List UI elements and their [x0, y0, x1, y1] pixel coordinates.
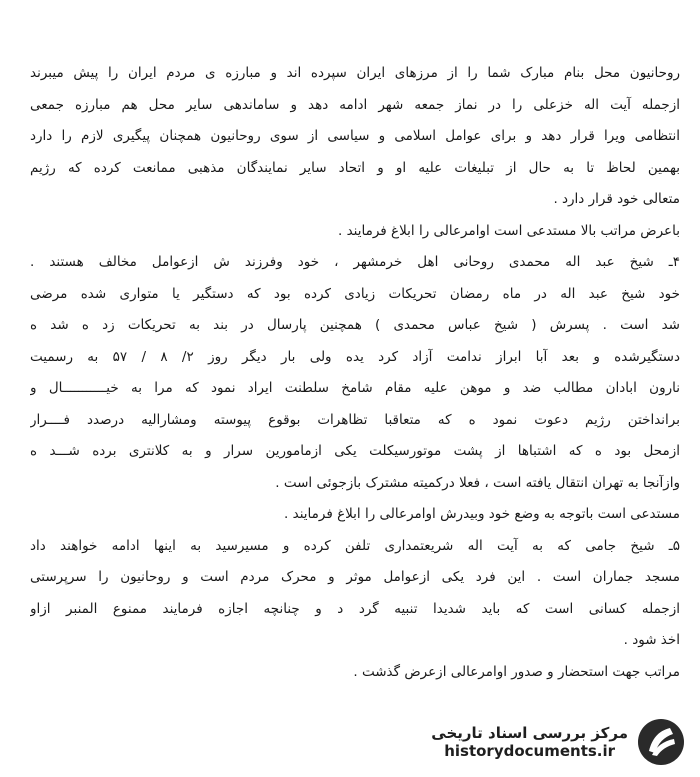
document-line: روحانیون محل بنام مبارک شما را از مرزهای ایران سپرده اند و مبارزه ی مردم ایران را پیش میبرند: [30, 65, 680, 81]
document-line: اخذ شود .: [623, 632, 680, 648]
document-line: دستگیرشده و بعد آبا ابراز ندامت آزاد کرد یده ولی بار دیگر روز ۲/ ۸ / ۵۷ به رسمیت: [30, 348, 680, 365]
document-line: مراتب جهت استحضار و صدور اوامرعالی ازعرض گذشت .: [353, 663, 680, 680]
archive-logo-icon: [636, 717, 686, 767]
document-line: مستدعی است باتوجه به وضع خود وبیدرش اوامرعالی را ابلاغ فرمایند .: [284, 506, 680, 522]
document-line: ازجمله آیت اله خزعلی را در نماز جمعه شهر ادامه دهد و ساماندهی سایر محل هم مبارزه جمعی: [30, 96, 680, 113]
document-line: شد است . پسرش ( شیخ عباس محمدی ) همچنین پارسال در بند به تحریکات زد ه شد ه: [30, 317, 680, 333]
document-line: مسجد جماران است . این فرد یکی ازعوامل موثر و محرک مردم است و روحانیون را سرپرستی: [30, 569, 680, 585]
document-line: ازمحل بود ه که اشتباها از پشت موتورسیکلت یکی ازمامورین سرار و به کلانتری برده شـــد ه: [30, 443, 680, 459]
watermark-url: historydocuments.ir: [444, 742, 616, 760]
document-line: خود شیخ عبد اله در ماه رمضان تحریکات زیادی کرده بود که دستگیر یا متواری شده مرضی: [30, 285, 680, 302]
archive-watermark: [431, 717, 686, 767]
document-line: ۴ـ شیخ عبد اله محمدی روحانی اهل خرمشهر ، خود وفرزند ش ازعوامل مخالف هستند .: [30, 254, 680, 270]
document-line: باعرض مراتب بالا مستدعی است اوامرعالی را ابلاغ فرمایند .: [338, 222, 680, 239]
document-line: بهمین لحاظ تا به حال از تبلیغات علیه او و اتحاد سایر نمایندگان مذهبی ممانعت کرده که رژیم: [30, 159, 680, 176]
watermark-text: [431, 724, 628, 760]
document-line: نارون ابادان مطالب ضد و موهن علیه مقام شامخ سلطنت ایراد نمود که مرا به خیـــــــــــال و: [30, 380, 680, 396]
document-body: [30, 58, 680, 688]
document-line: ۵ـ شیخ جامی که به آیت اله شریعتمداری تلفن کرده و مسیرسید به اینها ادامه خواهند داد: [30, 537, 680, 554]
document-line: انتظامی ویرا قرار دهد و برای عوامل اسلامی و سیاسی از سوی روحانیون همچنان پیگیری لازم را دارد: [30, 128, 680, 144]
watermark-title: مرکز بررسی اسناد تاریخی: [431, 724, 628, 742]
document-line: متعالی خود قرار دارد .: [553, 191, 680, 207]
document-line: وازآنجا به تهران انتقال یافته است ، فعلا درکمیته مشترک بازجوئی است .: [275, 474, 680, 491]
document-line: ازجمله کسانی است که باید شدیدا تنبیه گرد د و چنانچه اجازه فرمایند ممنوع المنبر ازاو: [30, 600, 680, 617]
document-line: برانداختن رژیم دعوت نمود ه که متعاقبا تظاهرات بوقوع پیوسته ومشارالیه درصدد فــــرار: [30, 411, 680, 428]
